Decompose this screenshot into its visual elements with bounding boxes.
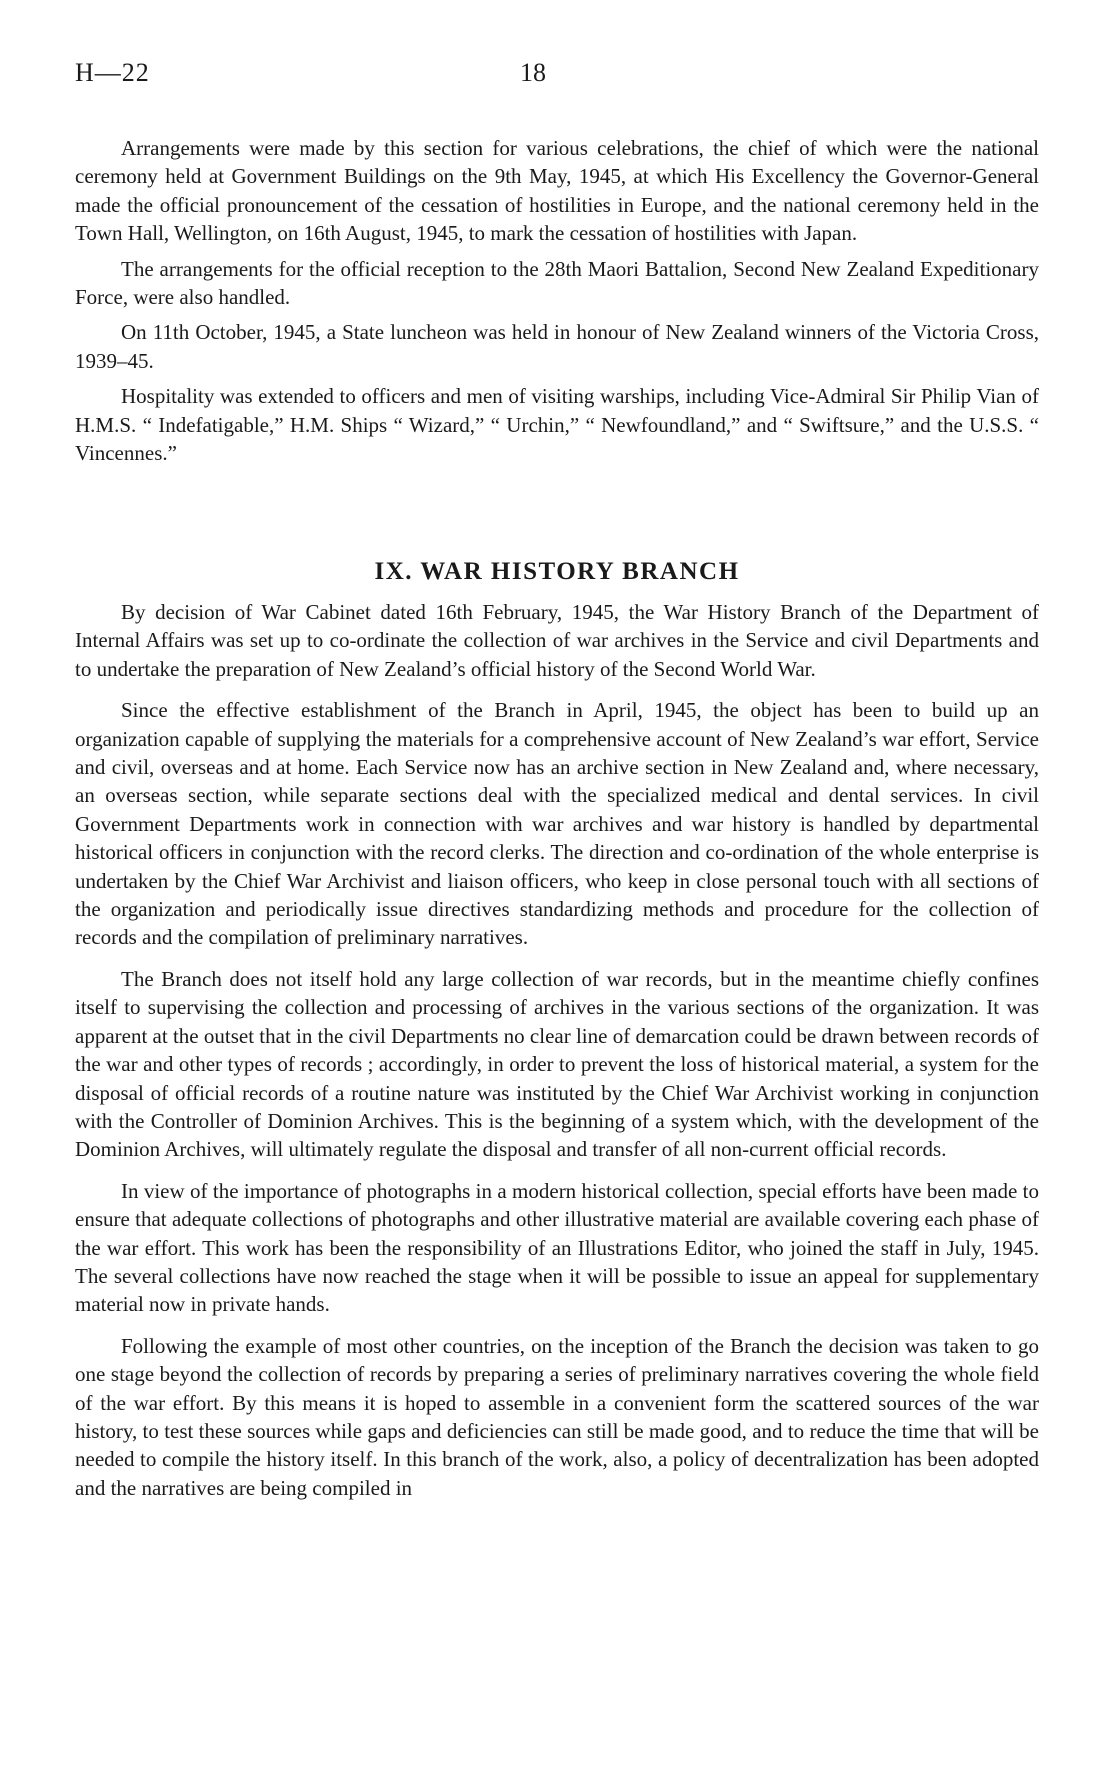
- paragraph-state-luncheon: On 11th October, 1945, a State luncheon was held in honour of New Zealand winners of the Victoria Cross, 1939–45.: [75, 320, 1039, 373]
- page-header: [0, 58, 1114, 98]
- paragraph-war-cabinet-decision: By decision of War Cabinet dated 16th February, 1945, the War History Branch of the Department of Internal Affairs was set up to co-ordinate the collection of war archives in the Service and civil Departments and to undertake the preparation of New Zealand’s official history of the Second World War.: [75, 600, 1039, 681]
- paragraph-hospitality: Hospitality was extended to officers and men of visiting warships, including Vice-Admiral Sir Philip Vian of H.M.S. “ Indefatigable,” H.M. Ships “ Wizard,” “ Urchin,” “ Newfoundland,” and “ Swiftsure,” and the U.S.S. “ Vincennes.”: [75, 384, 1039, 466]
- section-heading: IX. WAR HISTORY BRANCH: [374, 558, 740, 585]
- paragraph-preliminary-narratives: Following the example of most other countries, on the inception of the Branch the decision was taken to go one stage beyond the collection of records by preparing a series of preliminary narratives covering the whole field of the war effort. By this means it is hoped to assemble in a convenient form the scattered sources of the war history, to test these sources while gaps and deficiencies can still be made good, and to reduce the time that will be needed to compile the history itself. In this branch of the work, also, a policy of decentralization has been adopted and the narratives are being compiled in: [75, 1333, 1039, 1500]
- document-reference: H—22: [75, 58, 150, 87]
- paragraph-organization: Since the effective establishment of the Branch in April, 1945, the object has been to build up an organization capable of supplying the materials for a comprehensive account of New Zealand’s war effort, Service and civil, overseas and at home. Each Service now has an archive section in New Zealand and, where necessary, an overseas section, while separate sections deal with the specialized medical and dental services. In civil Government Departments work in connection with war archives and war history is handled by departmental historical officers in conjunction with the record clerks. The direction and co-ordination of the whole enterprise is undertaken by the Chief War Archivist and liaison officers, who keep in close personal touch with all sections of the organization and periodically issue directives standardizing methods and procedure for the collection of records and the compilation of preliminary narratives.: [75, 698, 1039, 950]
- celebrations-section: [75, 134, 1039, 474]
- paragraph-maori-battalion: The arrangements for the official reception to the 28th Maori Battalion, Second New Zealand Expeditionary Force, were also handled.: [75, 256, 1039, 310]
- war-history-section: [75, 598, 1039, 1515]
- paragraph-photographs: In view of the importance of photographs in a modern historical collection, special efforts have been made to ensure that adequate collections of photographs and other illustrative material are available covering each phase of the war effort. This work has been the responsibility of an Illustrations Editor, who joined the staff in July, 1945. The several collections have now reached the stage when it will be possible to issue an appeal for supplementary material now in private hands.: [75, 1178, 1039, 1317]
- page-number: 18: [520, 58, 546, 87]
- paragraph-celebrations: Arrangements were made by this section for various celebrations, the chief of which were the national ceremony held at Government Buildings on the 9th May, 1945, at which His Excellency the Governor-General made the official pronouncement of the cessation of hostilities in Europe, and the national ceremony held in the Town Hall, Wellington, on 16th August, 1945, to mark the cessation of hostilities with Japan.: [75, 136, 1039, 246]
- paragraph-records-disposal: The Branch does not itself hold any large collection of war records, but in the meantime chiefly confines itself to supervising the collection and processing of archives in the various sections of the organization. It was apparent at the outset that in the civil Departments no clear line of demarcation could be drawn between records of the war and other types of records ; accordingly, in order to prevent the loss of historical material, a system for the disposal of official records of a routine nature was instituted by the Chief War Archivist working in conjunction with the Controller of Dominion Archives. This is the beginning of a system which, with the development of the Dominion Archives, will ultimately regulate the disposal and transfer of all non-current official records.: [75, 966, 1039, 1162]
